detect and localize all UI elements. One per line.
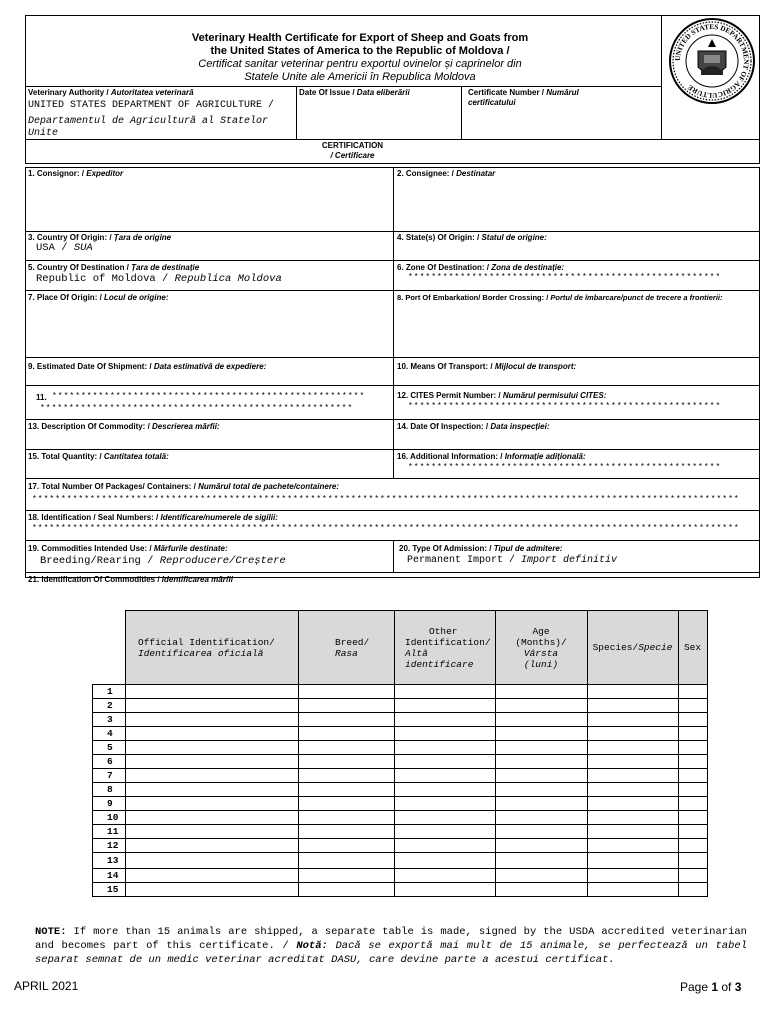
field-11-label: 11. (36, 393, 47, 402)
table-header-row (93, 611, 708, 685)
col-divider-a (393, 167, 394, 478)
field-cites-label: 12. CITES Permit Number: / Numărul permisului CITES: (397, 391, 607, 400)
other-id-cell[interactable] (395, 699, 496, 713)
breed-cell[interactable] (299, 869, 395, 883)
other-id-cell[interactable] (395, 769, 496, 783)
row-number: 2 (93, 699, 126, 713)
sex-cell[interactable] (678, 797, 707, 811)
other-id-cell[interactable] (395, 811, 496, 825)
header-divider (25, 86, 662, 87)
row-number: 3 (93, 713, 126, 727)
official-id-cell[interactable] (126, 685, 299, 699)
sex-cell[interactable] (678, 713, 707, 727)
date-issue-divider (461, 86, 462, 140)
field-country-destination-label: 5. Country Of Destination / Țara de destinație (28, 263, 200, 272)
official-id-cell[interactable] (126, 811, 299, 825)
rule-8 (25, 478, 760, 479)
species-cell[interactable] (587, 839, 678, 853)
field-zone-destination-label: 6. Zone Of Destination: / Zona de destinație: (397, 263, 565, 272)
rule-9 (25, 510, 760, 511)
header-blank-cell (93, 611, 126, 685)
col-divider-b (393, 540, 394, 572)
breed-cell[interactable] (299, 741, 395, 755)
table-row (93, 783, 708, 797)
footer-date: APRIL 2021 (14, 979, 79, 993)
row-number: 10 (93, 811, 126, 825)
row-number: 12 (93, 839, 126, 853)
seal-text: UNITED STATES DEPARTMENT OF AGRICULTURE (673, 22, 751, 100)
table-row (93, 811, 708, 825)
field-identification-label: 21. Identification Of Commodities / Identificarea mărfii (28, 575, 233, 584)
other-id-cell[interactable] (395, 797, 496, 811)
page-indicator: Page 1 of 3 (680, 980, 742, 994)
table-row (93, 797, 708, 811)
authority-divider (296, 86, 297, 140)
official-id-cell[interactable] (126, 839, 299, 853)
official-id-cell[interactable] (126, 853, 299, 869)
other-id-cell[interactable] (395, 839, 496, 853)
field-country-origin-value: USA / SUA (36, 242, 93, 254)
row-number: 13 (93, 853, 126, 869)
sex-cell[interactable] (678, 727, 707, 741)
note-text-ro: Dacă se exportă mai mult de 15 animale, se perfectează un tabel separat semnat de un medic veterinar acreditat DASU, care devine parte a acestui certificat. (35, 940, 748, 966)
other-id-cell[interactable] (395, 853, 496, 869)
header-official-id: Official Identification/ Identificarea oficială (126, 611, 299, 685)
breed-cell[interactable] (299, 839, 395, 853)
age-cell[interactable] (495, 755, 587, 769)
official-id-cell[interactable] (126, 713, 299, 727)
other-id-cell[interactable] (395, 825, 496, 839)
note-label-ro: Notă: (296, 940, 328, 952)
sex-cell[interactable] (678, 839, 707, 853)
age-cell[interactable] (495, 853, 587, 869)
field-transport-label: 10. Means Of Transport: / Mijlocul de transport: (397, 362, 577, 371)
breed-cell[interactable] (299, 769, 395, 783)
row-number: 4 (93, 727, 126, 741)
table-row (93, 883, 708, 897)
table-row (93, 839, 708, 853)
sex-cell[interactable] (678, 811, 707, 825)
usda-seal (668, 17, 756, 105)
table-row (93, 685, 708, 699)
official-id-cell[interactable] (126, 883, 299, 897)
age-cell[interactable] (495, 769, 587, 783)
authority-label: Veterinary Authority / Autoritatea veterinară (28, 88, 194, 97)
sex-cell[interactable] (678, 783, 707, 797)
field-consignor-label: 1. Consignor: / Expeditor (28, 169, 124, 178)
breed-cell[interactable] (299, 727, 395, 741)
age-cell[interactable] (495, 685, 587, 699)
row-number: 8 (93, 783, 126, 797)
certificate-title (60, 32, 660, 84)
age-cell[interactable] (495, 797, 587, 811)
row-number: 7 (93, 769, 126, 783)
field-consignee-label: 2. Consignee: / Destinatar (397, 169, 496, 178)
table-row (93, 713, 708, 727)
field-11-stars-2: ****************************************************** (40, 404, 354, 413)
identification-table (92, 610, 708, 897)
seal-divider (661, 15, 662, 140)
species-cell[interactable] (587, 797, 678, 811)
sex-cell[interactable] (678, 699, 707, 713)
sex-cell[interactable] (678, 869, 707, 883)
other-id-cell[interactable] (395, 741, 496, 755)
table-row (93, 853, 708, 869)
field-zone-destination-stars: ****************************************************** (408, 273, 722, 282)
field-port-embarkation-label: 8. Port Of Embarkation/ Border Crossing: / Portul de îmbarcare/punct de trecere a frontierii: (397, 293, 723, 302)
row-number: 5 (93, 741, 126, 755)
official-id-cell[interactable] (126, 727, 299, 741)
species-cell[interactable] (587, 755, 678, 769)
title-ro-line1: Certificat sanitar veterinar pentru exportul ovinelor și caprinelor din (198, 58, 522, 70)
field-admission-type-value: Permanent Import / Import definitiv (407, 555, 618, 566)
age-cell[interactable] (495, 783, 587, 797)
field-additional-info-stars: ****************************************************** (408, 463, 722, 472)
breed-cell[interactable] (299, 883, 395, 897)
field-packages-stars: ************************************************************************************************************************** (32, 495, 740, 504)
field-seal-numbers-label: 18. Identification / Seal Numbers: / Identificare/numerele de sigilii: (28, 513, 278, 522)
breed-cell[interactable] (299, 825, 395, 839)
breed-cell[interactable] (299, 797, 395, 811)
official-id-cell[interactable] (126, 741, 299, 755)
age-cell[interactable] (495, 869, 587, 883)
certification-title: CERTIFICATION (321, 141, 384, 150)
row-number: 9 (93, 797, 126, 811)
species-cell[interactable] (587, 769, 678, 783)
species-cell[interactable] (587, 727, 678, 741)
row-number: 11 (93, 825, 126, 839)
sex-cell[interactable] (678, 853, 707, 869)
row-number: 1 (93, 685, 126, 699)
sex-cell[interactable] (678, 755, 707, 769)
other-id-cell[interactable] (395, 869, 496, 883)
species-cell[interactable] (587, 811, 678, 825)
sex-cell[interactable] (678, 769, 707, 783)
age-cell[interactable] (495, 839, 587, 853)
other-id-cell[interactable] (395, 755, 496, 769)
field-admission-type-label: 20. Type Of Admission: / Tipul de admitere: (399, 544, 563, 553)
official-id-cell[interactable] (126, 797, 299, 811)
sex-cell[interactable] (678, 825, 707, 839)
field-additional-info-label: 16. Additional Information: / Informație adițională: (397, 452, 586, 461)
header-species: Species/Specie (587, 611, 678, 685)
species-cell[interactable] (587, 825, 678, 839)
cert-number-label: Certificate Number / Numărul certificatului (468, 88, 579, 107)
other-id-cell[interactable] (395, 713, 496, 727)
breed-cell[interactable] (299, 713, 395, 727)
species-cell[interactable] (587, 869, 678, 883)
sex-cell[interactable] (678, 685, 707, 699)
table-row (93, 769, 708, 783)
species-cell[interactable] (587, 783, 678, 797)
field-shipment-date-label: 9. Estimated Date Of Shipment: / Data estimativă de expediere: (28, 362, 267, 371)
field-country-destination-value: Republic of Moldova / Republica Moldova (36, 273, 282, 285)
table-row (93, 825, 708, 839)
age-cell[interactable] (495, 825, 587, 839)
official-id-cell[interactable] (126, 769, 299, 783)
species-cell[interactable] (587, 853, 678, 869)
title-ro-line2: Statele Unite ale Americii în Republica Moldova (244, 71, 476, 83)
field-commodity-desc-label: 13. Description Of Commodity: / Descrierea mărfii: (28, 422, 220, 431)
age-cell[interactable] (495, 741, 587, 755)
sex-cell[interactable] (678, 883, 707, 897)
header-other-id: Other Identification/ Altă identificare (395, 611, 496, 685)
authority-value: UNITED STATES DEPARTMENT OF AGRICULTURE / Departamentul de Agricultură al Statelor Unite (28, 100, 275, 139)
breed-cell[interactable] (299, 699, 395, 713)
field-state-origin-label: 4. State(s) Of Origin: / Statul de origine: (397, 233, 547, 242)
sex-cell[interactable] (678, 741, 707, 755)
official-id-cell[interactable] (126, 699, 299, 713)
note-paragraph (35, 925, 747, 967)
age-cell[interactable] (495, 727, 587, 741)
age-cell[interactable] (495, 699, 587, 713)
other-id-cell[interactable] (395, 883, 496, 897)
field-country-origin-label: 3. Country Of Origin: / Țara de origine (28, 233, 172, 242)
field-seal-numbers-stars: ************************************************************************************************************************** (32, 524, 740, 533)
species-cell[interactable] (587, 699, 678, 713)
official-id-cell[interactable] (126, 825, 299, 839)
field-cites-stars: ****************************************************** (408, 402, 722, 411)
table-row (93, 869, 708, 883)
other-id-cell[interactable] (395, 727, 496, 741)
breed-cell[interactable] (299, 755, 395, 769)
note-label-en: NOTE: (35, 926, 67, 938)
table-row (93, 727, 708, 741)
breed-cell[interactable] (299, 783, 395, 797)
header-breed: Breed/ Rasa (299, 611, 395, 685)
field-place-origin-label: 7. Place Of Origin: / Locul de origine: (28, 293, 169, 302)
field-intended-use-label: 19. Commodities Intended Use: / Mărfurile destinate: (28, 544, 228, 553)
certification-subtitle: / Certificare (330, 151, 375, 160)
rule-11 (25, 572, 760, 573)
species-cell[interactable] (587, 685, 678, 699)
official-id-cell[interactable] (126, 869, 299, 883)
table-row (93, 741, 708, 755)
row-number: 14 (93, 869, 126, 883)
table-row (93, 755, 708, 769)
other-id-cell[interactable] (395, 783, 496, 797)
age-cell[interactable] (495, 811, 587, 825)
field-inspection-date-label: 14. Date Of Inspection: / Data inspecției: (397, 422, 550, 431)
age-cell[interactable] (495, 713, 587, 727)
note-text-en: If more than 15 animals are shipped, a separate table is made, signed by the USDA accredited veterinarian and becomes part of this certificate. / (35, 926, 747, 952)
header-sex: Sex (678, 611, 707, 685)
breed-cell[interactable] (299, 685, 395, 699)
field-intended-use-value: Breeding/Rearing / Reproducere/Creștere (40, 555, 286, 567)
table-row (93, 699, 708, 713)
species-cell[interactable] (587, 741, 678, 755)
species-cell[interactable] (587, 883, 678, 897)
title-en-line1: Veterinary Health Certificate for Export of Sheep and Goats from (191, 32, 529, 44)
official-id-cell[interactable] (126, 783, 299, 797)
field-packages-label: 17. Total Number Of Packages/ Containers: / Numărul total de pachete/containere: (28, 482, 340, 491)
other-id-cell[interactable] (395, 685, 496, 699)
age-cell[interactable] (495, 883, 587, 897)
certification-heading (25, 141, 680, 161)
species-cell[interactable] (587, 713, 678, 727)
row-number: 15 (93, 883, 126, 897)
official-id-cell[interactable] (126, 755, 299, 769)
row-number: 6 (93, 755, 126, 769)
title-en-line2: the United States of America to the Republic of Moldova / (210, 45, 510, 57)
breed-cell[interactable] (299, 811, 395, 825)
field-total-quantity-label: 15. Total Quantity: / Cantitatea totală: (28, 452, 169, 461)
date-issue-label: Date Of Issue / Data eliberării (299, 88, 410, 97)
breed-cell[interactable] (299, 853, 395, 869)
field-11-stars-1: ****************************************************** (52, 392, 366, 401)
header-age: Age (Months)/ Vârsta (luni) (495, 611, 587, 685)
